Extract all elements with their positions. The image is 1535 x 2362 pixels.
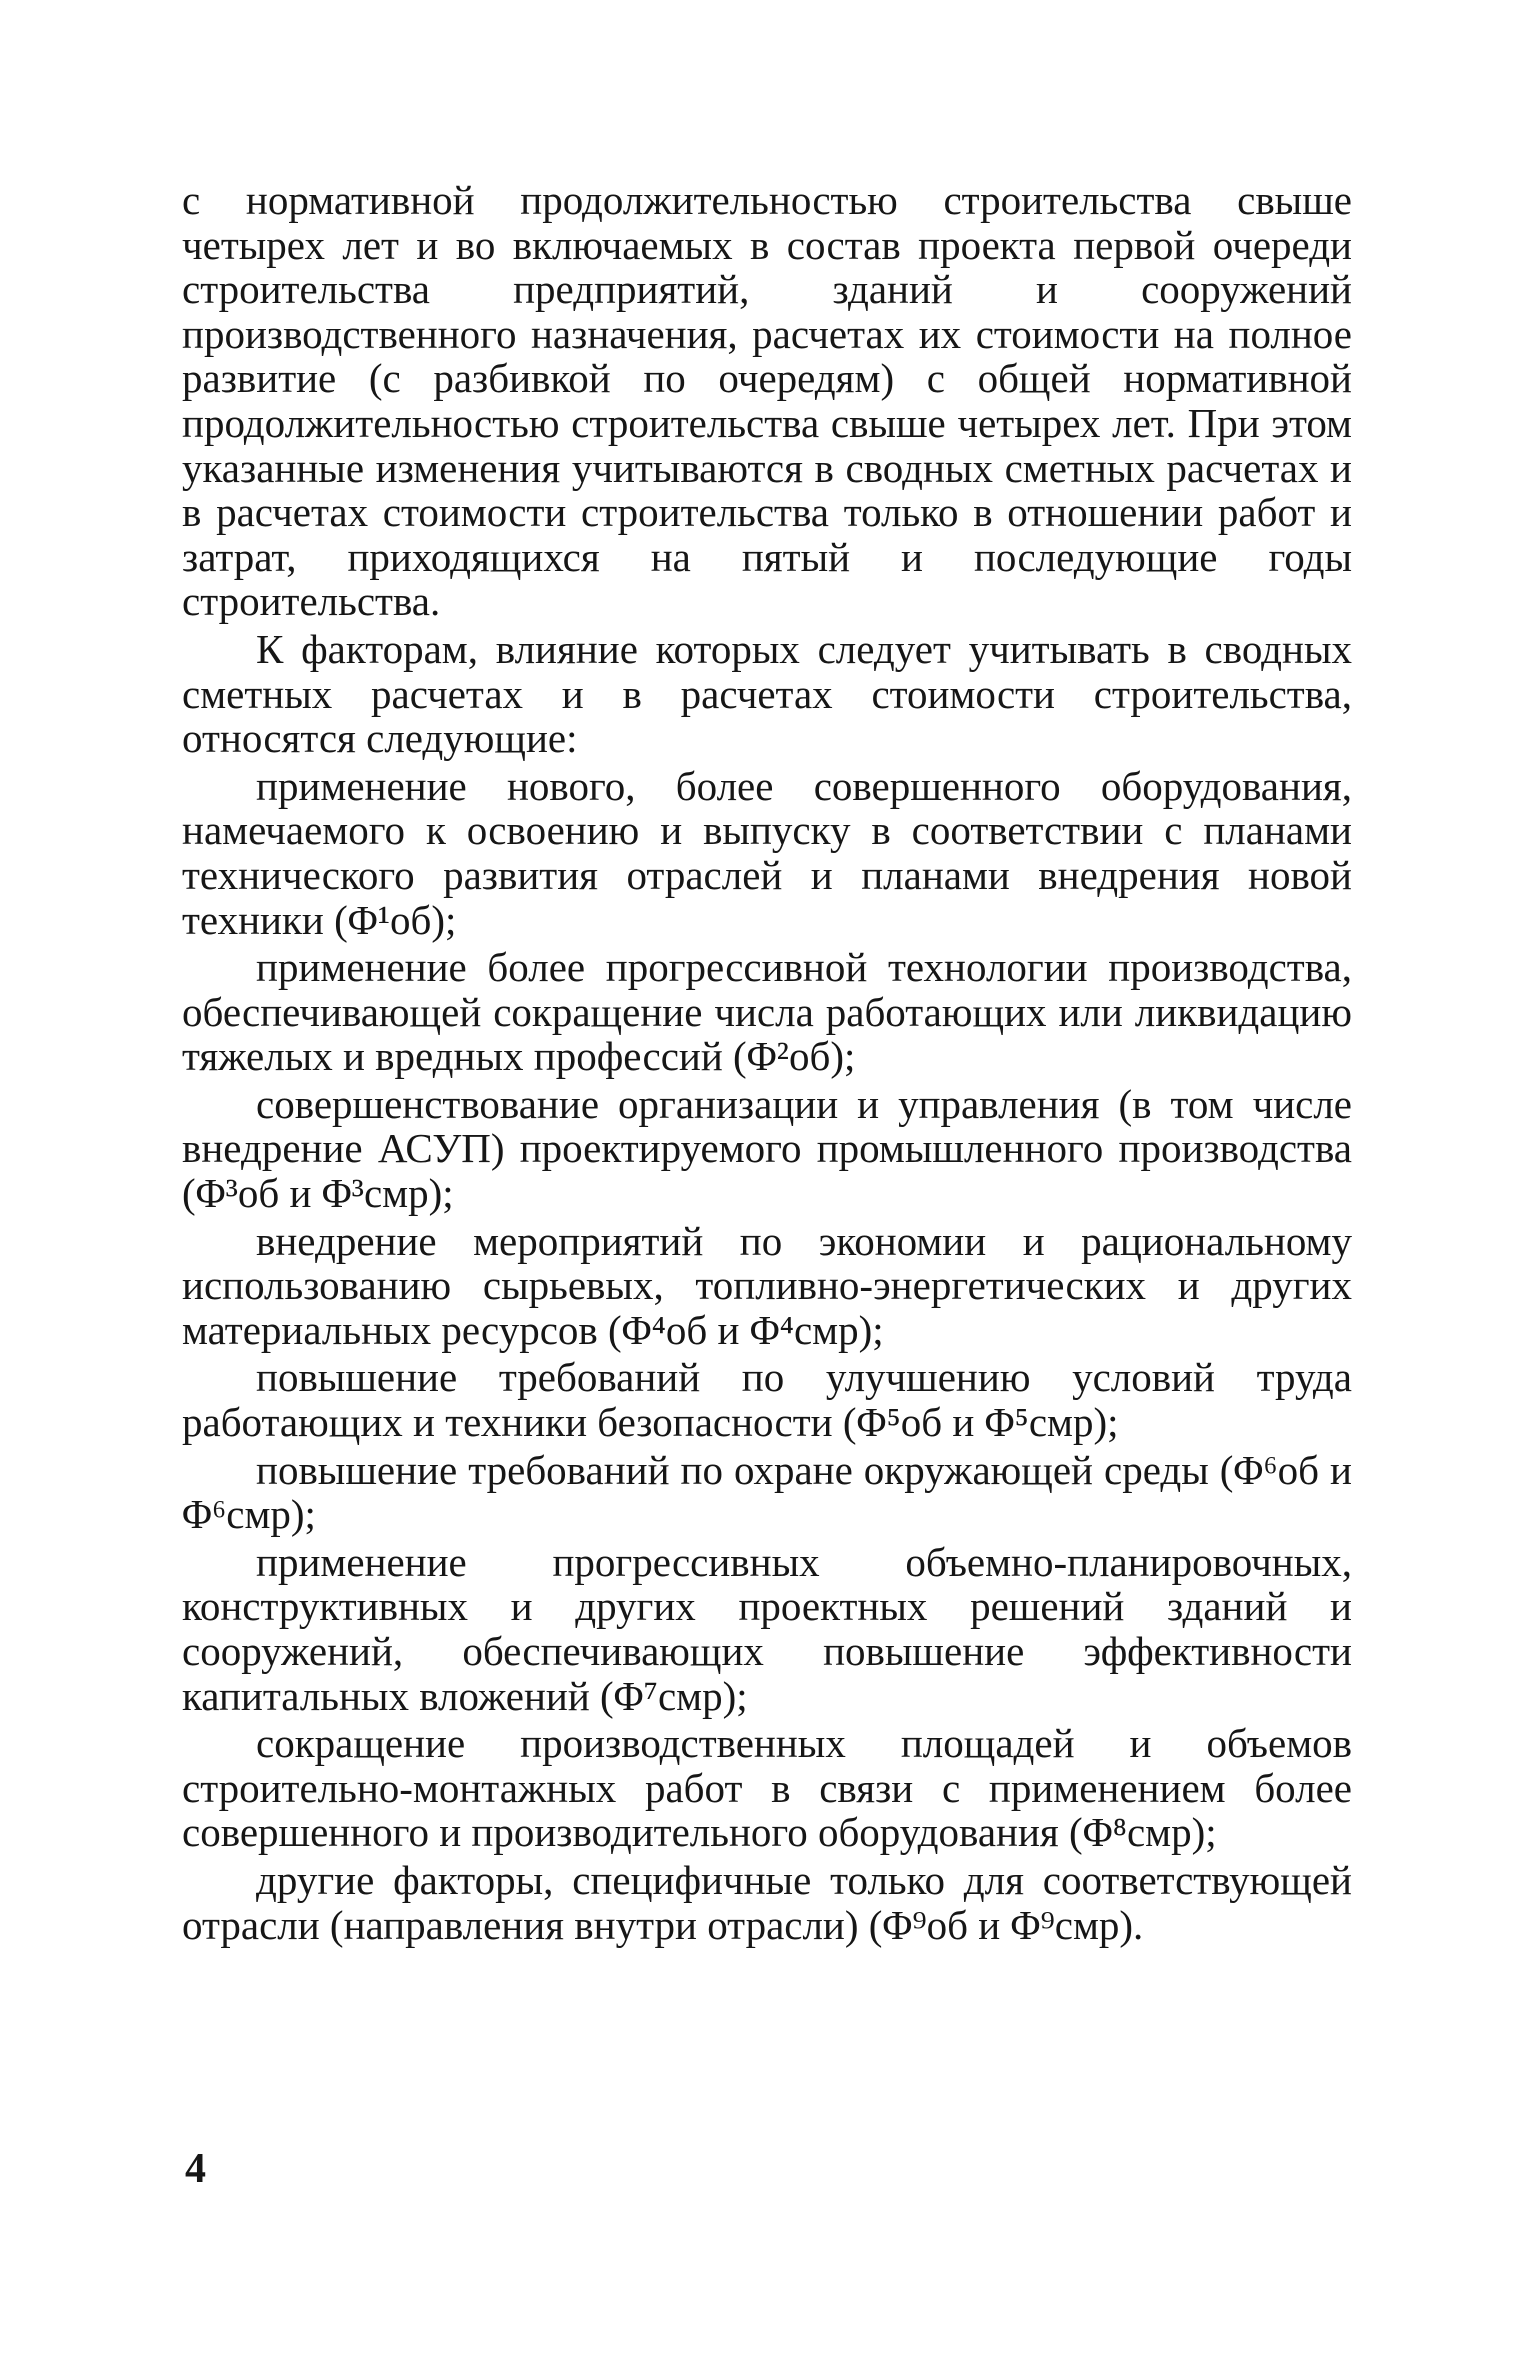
factor-item-9: другие факторы, специфичные только для соответствующей отрасли (направления внутри отрасли) (Φ⁹об и Φ⁹смр).: [182, 1856, 1352, 1948]
page-number: 4: [185, 2146, 206, 2192]
factor-item-2: применение более прогрессивной технологии производства, обеспечивающей сокращение числа работающих или ликвидацию тяжелых и вредных профессий (Φ²об);: [182, 944, 1352, 1080]
factor-item-4: внедрение мероприятий по экономии и рациональному использованию сырьевых, топливно-энергетических и других материальных ресурсов (Φ⁴об и Φ⁴смр);: [182, 1217, 1352, 1353]
factor-item-5: повышение требований по улучшению условий труда работающих и техники безопасности (Φ⁵об и Φ⁵смр);: [182, 1354, 1352, 1446]
page-body: [182, 178, 1352, 1950]
factor-item-1: применение нового, более совершенного оборудования, намечаемого к освоению и выпуску в соответствии с планами технического развития отраслей и планами внедрения новой техники (Φ¹об);: [182, 762, 1352, 943]
factor-item-6: повышение требований по охране окружающей среды (Φ⁶об и Φ⁶смр);: [182, 1446, 1352, 1538]
factor-item-7: применение прогрессивных объемно-планировочных, конструктивных и других проектных решений зданий и сооружений, обеспечивающих повышение эффективности капитальных вложений (Φ⁷смр);: [182, 1538, 1352, 1719]
paragraph-2: К факторам, влияние которых следует учитывать в сводных сметных расчетах и в расчетах стоимости строительства, относятся следующие:: [182, 625, 1352, 762]
paragraph-1: с нормативной продолжительностью строительства свыше четырех лет и во включаемых в состав проекта первой очереди строительства предприятий, зданий и сооружений производственного назначения, расчетах их стоимости на полное развитие (с разбивкой по очередям) с общей нормативной продолжительностью строительства свыше четырех лет. При этом указанные изменения учитываются в сводных сметных расчетах и в расчетах стоимости строительства только в отношении работ и затрат, приходящихся на пятый и последующие годы строительства.: [182, 177, 1352, 625]
factor-item-3: совершенствование организации и управления (в том числе внедрение АСУП) проектируемого промышленного производства (Φ³об и Φ³смр);: [182, 1080, 1352, 1217]
factor-item-8: сокращение производственных площадей и объемов строительно-монтажных работ в связи с применением более совершенного и производительного оборудования (Φ⁸смр);: [182, 1720, 1352, 1856]
